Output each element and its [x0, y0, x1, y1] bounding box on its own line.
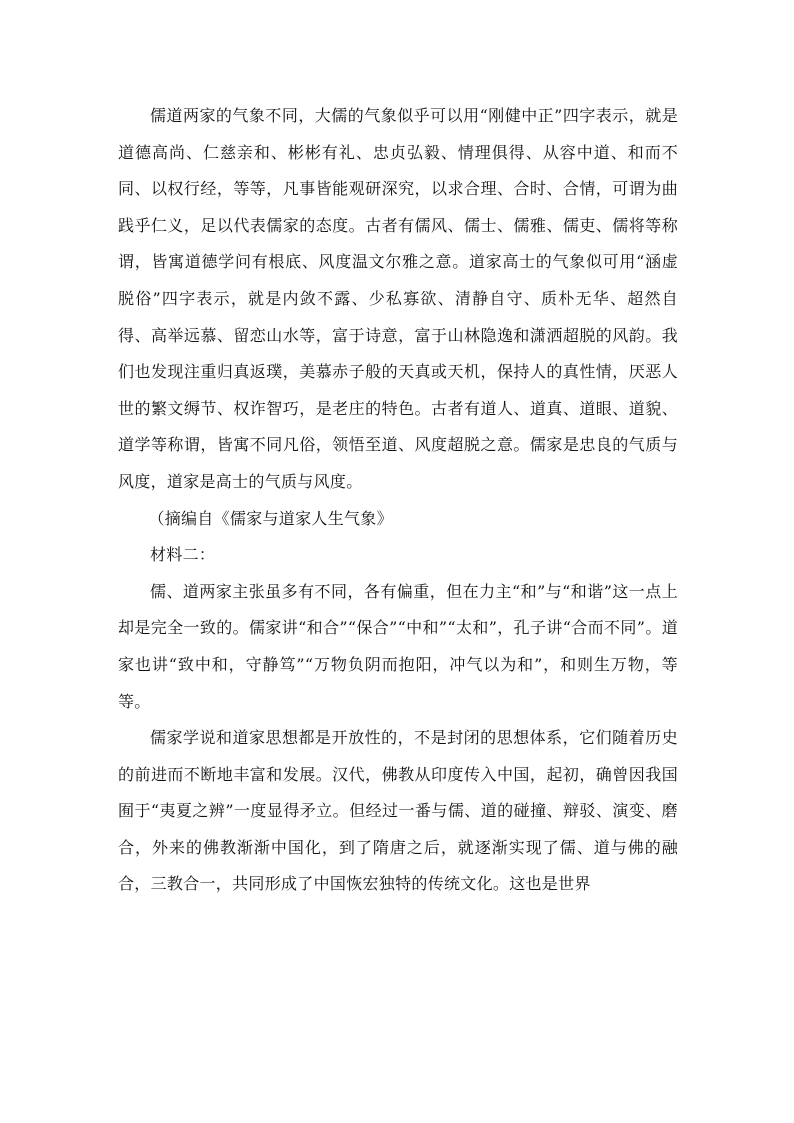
document-body [118, 98, 678, 903]
paragraph-harmony: 儒、道两家主张虽多有不同，各有偏重，但在力主“和”与“和谐”这一点上却是完全一致的。儒家讲“和合”“保合”“中和”“太和”，孔子讲“合而不同”。道家也讲“致中和，守静笃”“万物负阴而抱阳，冲气以为和”，和则生万物，等等。 [118, 581, 678, 711]
source-citation: （摘编自《儒家与道家人生气象》 [148, 508, 393, 528]
material-two-heading: 材料二： [150, 545, 216, 565]
paragraph-qixiang: 儒道两家的气象不同，大儒的气象似乎可以用“刚健中正”四字表示，就是道德高尚、仁慈亲和、彬彬有礼、忠贞弘毅、情理俱得、从容中道、和而不同、以权行经，等等，凡事皆能观研深究，以求合理、合时、合情，可谓为曲践乎仁义，足以代表儒家的态度。古者有儒风、儒士、儒雅、儒吏、儒将等称谓，皆寓道德学问有根底、风度温文尔雅之意。道家高士的气象似可用“涵虚脱俗”四字表示，就是内敛不露、少私寡欲、清静自守、质朴无华、超然自得、高举远慕、留恋山水等，富于诗意，富于山林隐逸和潇洒超脱的风韵。我们也发现注重归真返璞，美慕赤子般的天真或天机，保持人的真性情，厌恶人世的繁文缛节、权诈智巧，是老庄的特色。古者有道人、道真、道眼、道貌、道学等称谓，皆寓不同凡俗，领悟至道、风度超脱之意。儒家是忠良的气质与风度，道家是高士的气质与风度。 [118, 106, 678, 491]
paragraph-openness: 儒家学说和道家思想都是开放性的，不是封闭的思想体系，它们随着历史的前进而不断地丰富和发展。汉代，佛教从印度传入中国，起初，确曾因我国囿于“夷夏之辨”一度显得矛立。但经过一番与儒、道的碰撞、辩驳、演变、磨合，外来的佛教渐渐中国化，到了隋唐之后，就逐渐实现了儒、道与佛的融合，三教合一，共同形成了中国恢宏独特的传统文化。这也是世界 [118, 728, 678, 894]
